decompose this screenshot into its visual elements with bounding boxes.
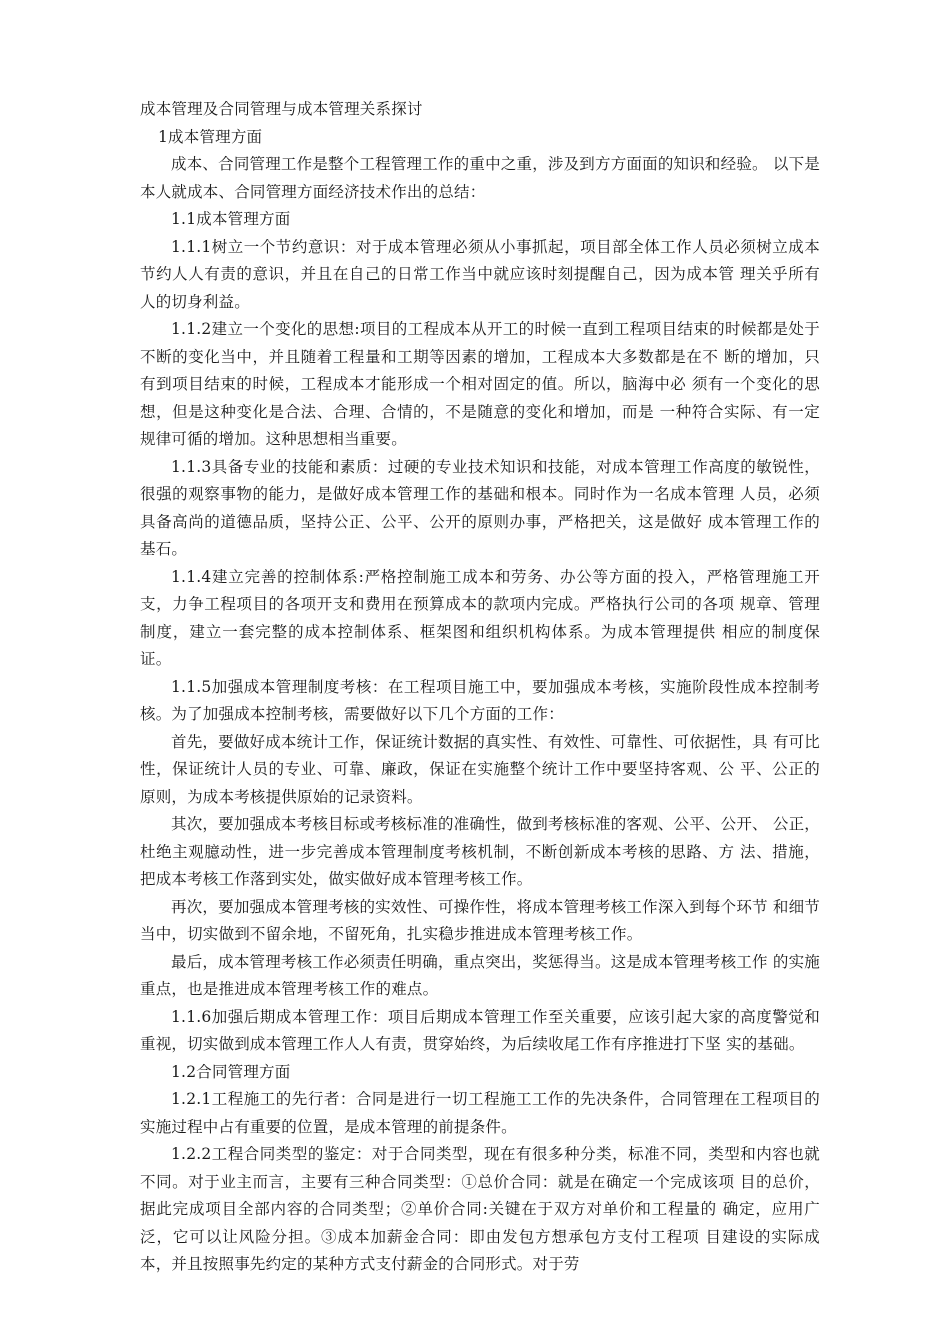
paragraph-first: 首先，要做好成本统计工作，保证统计数据的真实性、有效性、可靠性、可依据性，具 有可比性，保证统计人员的专业、可靠、廉政，保证在实施整个统计工作中要坚持客观、公 平、公正的原则，为成本考核提供原始的记录资料。 xyxy=(140,732,820,806)
section-heading-1-1: 1.1成本管理方面 xyxy=(171,210,291,228)
paragraph-second: 其次，要加强成本考核目标或考核标准的准确性，做到考核标准的客观、公平、公开、 公正，杜绝主观臆动性，进一步完善成本管理制度考核机制，不断创新成本考核的思路、方 法、措施，把成本考核工作落到实处，做实做好成本管理考核工作。 xyxy=(140,815,820,888)
section-heading-1: 1成本管理方面 xyxy=(158,127,263,146)
paragraph-1-2-1: 1.2.1工程施工的先行者：合同是进行一切工程施工工作的先决条件，合同管理在工程项目的实施过程中占有重要的位置，是成本管理的前提条件。 xyxy=(140,1090,820,1136)
document-page xyxy=(140,96,820,1279)
paragraph-1-1-5: 1.1.5加强成本管理制度考核：在工程项目施工中，要加强成本考核，实施阶段性成本控制考核。为了加强成本控制考核，需要做好以下几个方面的工作： xyxy=(140,677,820,723)
paragraph-1-1-3: 1.1.3具备专业的技能和素质：过硬的专业技术知识和技能，对成本管理工作高度的敏锐性，很强的观察事物的能力，是做好成本管理工作的基础和根本。同时作为一名成本管理 人员，必须具备高尚的道德品质，坚持公正、公平、公开的原则办事，严格把关，这是做好 成本管理工作的基石。 xyxy=(140,457,820,558)
paragraph-1-1-2: 1.1.2建立一个变化的思想:项目的工程成本从开工的时候一直到工程项目结束的时候都是处于不断的变化当中，并且随着工程量和工期等因素的增加，工程成本大多数都是在不 断的增加，只有到项目结束的时候，工程成本才能形成一个相对固定的值。所以，脑海中必 须有一个变化的思想，但是这种变化是合法、合理、合情的，不是随意的变化和增加，而是 一种符合实际、有一定规律可循的增加。这种思想相当重要。 xyxy=(140,320,820,448)
paragraph-1-1-1: 1.1.1树立一个节约意识：对于成本管理必须从小事抓起，项目部全体工作人员必须树立成本节约人人有责的意识，并且在自己的日常工作当中就应该时刻提醒自己，因为成本管 理关乎所有人的切身利益。 xyxy=(140,237,820,311)
paragraph-intro: 成本、合同管理工作是整个工程管理工作的重中之重，涉及到方方面面的知识和经验。 以下是本人就成本、合同管理方面经济技术作出的总结： xyxy=(140,155,820,201)
document-title: 成本管理及合同管理与成本管理关系探讨 xyxy=(140,100,423,118)
paragraph-last: 最后，成本管理考核工作必须责任明确，重点突出，奖惩得当。这是成本管理考核工作 的实施重点，也是推进成本管理考核工作的难点。 xyxy=(140,952,820,998)
paragraph-1-1-4: 1.1.4建立完善的控制体系:严格控制施工成本和劳务、办公等方面的投入，严格管理施工开支，力争工程项目的各项开支和费用在预算成本的款项内完成。严格执行公司的各项 规章、管理制度，建立一套完整的成本控制体系、框架图和组织机构体系。为成本管理提供 相应的制度保证。 xyxy=(140,567,820,668)
section-heading-1-2: 1.2合同管理方面 xyxy=(171,1062,291,1081)
paragraph-third: 再次，要加强成本管理考核的实效性、可操作性，将成本管理考核工作深入到每个环节 和细节当中，切实做到不留余地，不留死角，扎实稳步推进成本管理考核工作。 xyxy=(140,897,820,943)
paragraph-1-1-6: 1.1.6加强后期成本管理工作：项目后期成本管理工作至关重要，应该引起大家的高度警觉和重视，切实做到成本管理工作人人有责，贯穿始终，为后续收尾工作有序推进打下坚 实的基础。 xyxy=(140,1007,820,1053)
paragraph-1-2-2: 1.2.2工程合同类型的鉴定：对于合同类型，现在有很多种分类，标准不同，类型和内容也就不同。对于业主而言，主要有三种合同类型：①总价合同：就是在确定一个完成该项 目的总价，据此完成项目全部内容的合同类型；②单价合同:关键在于双方对单价和工程量的 确定，应用广泛，它可以让风险分担。③成本加薪金合同：即由发包方想承包方支付工程项 目建设的实际成本，并且按照事先约定的某种方式支付薪金的合同形式。对于劳 xyxy=(140,1145,820,1273)
